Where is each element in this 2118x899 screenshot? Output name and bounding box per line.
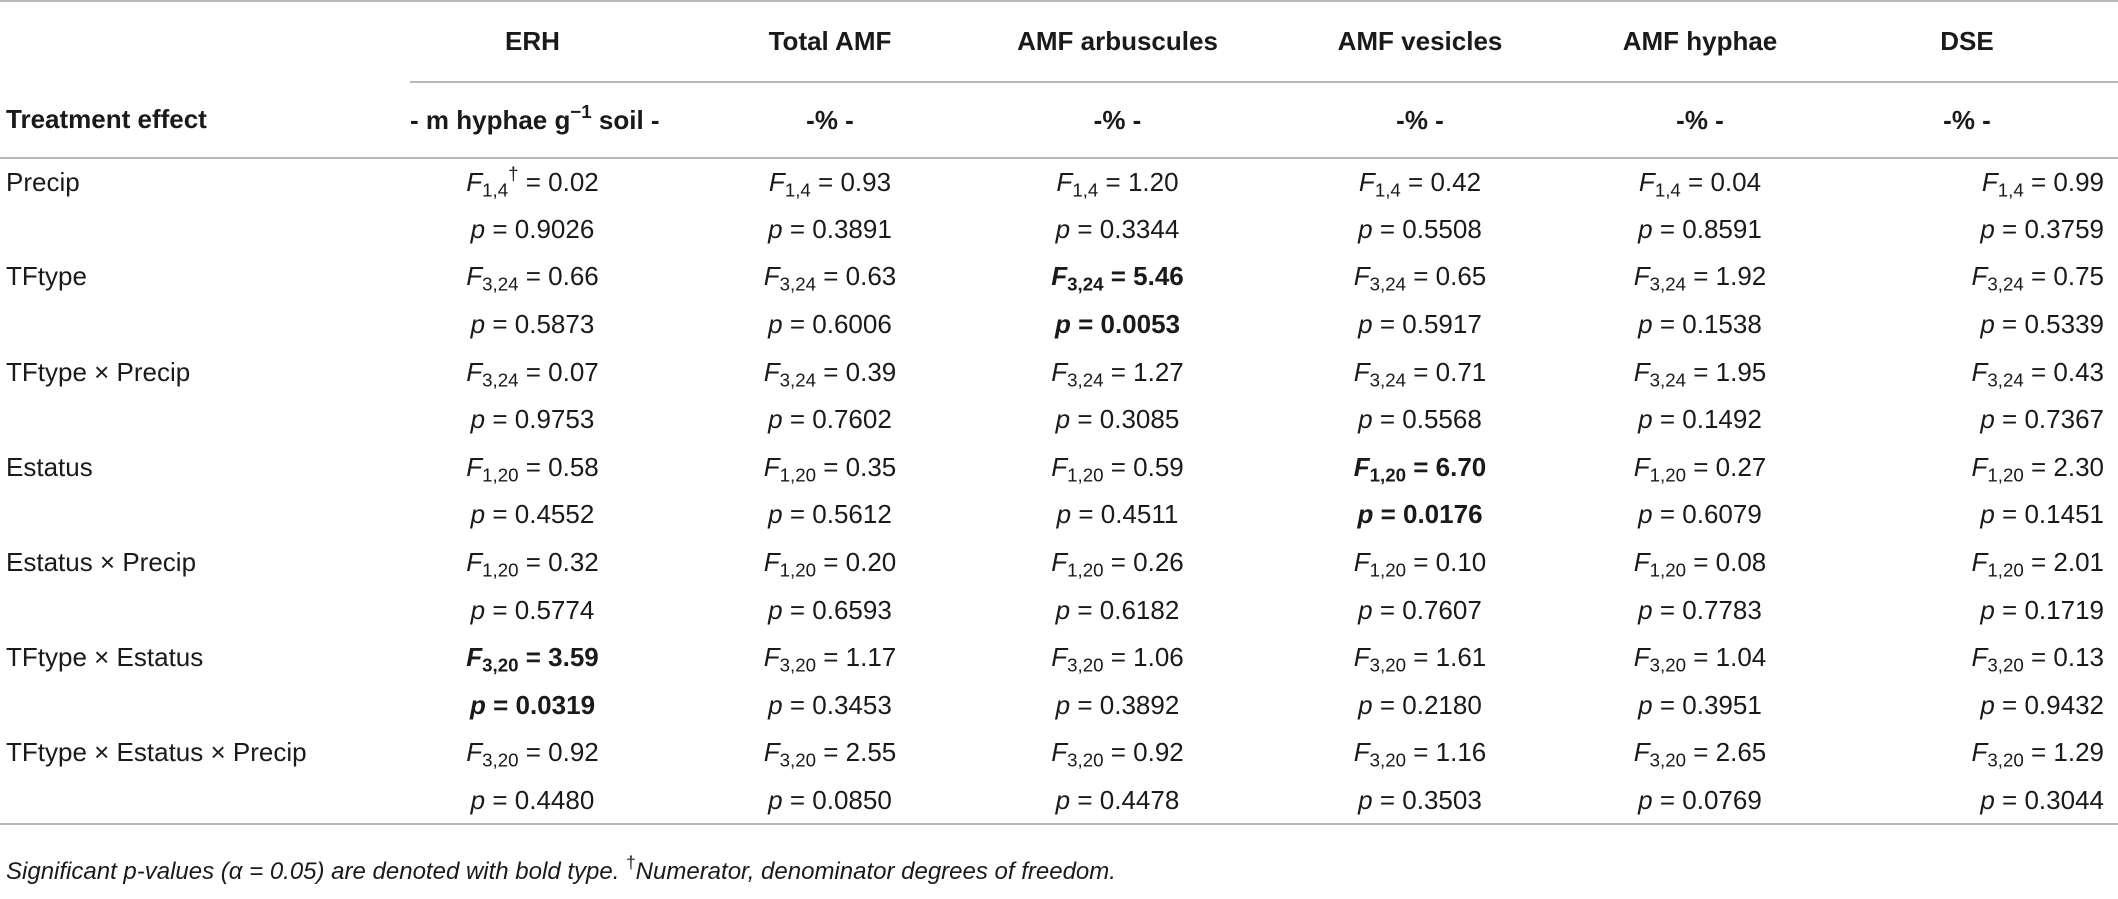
f-statistic-cell: $F_{1,20} = 0.10$ — [1353, 547, 1487, 581]
p-value-cell: p = 0.6006 — [768, 309, 892, 340]
p-value-cell: p = 0.3951 — [1638, 689, 1762, 720]
p-value-cell: p = 0.3892 — [1055, 689, 1180, 720]
treatment-effect-label: Precip — [6, 166, 80, 197]
p-value-cell: p = 0.0319 — [469, 689, 596, 720]
p-value-cell: p = 0.8591 — [1638, 213, 1762, 244]
table-row — [0, 348, 2118, 396]
f-statistic-cell: $F_{1,20} = 0.59$ — [1051, 451, 1184, 486]
p-value-cell: p = 0.0176 — [1357, 499, 1483, 530]
table-row — [0, 396, 2118, 444]
col-header-amf-vesicles: AMF vesicles — [1270, 1, 1570, 82]
unit-total-amf: -% - — [695, 82, 965, 158]
p-value-cell: p = 0.3044 — [1830, 777, 2118, 825]
table-row — [0, 539, 2118, 587]
table-row — [0, 777, 2118, 825]
f-statistic-cell: $F_{1,20} = 0.32$ — [466, 547, 599, 581]
p-value-cell: p = 0.1719 — [1980, 594, 2104, 625]
treatment-effect-empty — [0, 682, 410, 730]
p-value-cell: p = 0.5774 — [470, 594, 595, 625]
table-row — [0, 301, 2118, 349]
treatment-effect-empty — [0, 396, 410, 444]
unit-dse: -% - — [1830, 82, 2118, 158]
p-value-cell: p = 0.5612 — [768, 499, 892, 530]
f-statistic-cell: $F_{3,24} = 5.46$ — [1051, 261, 1184, 296]
header-row-names — [0, 1, 2118, 82]
f-statistic-cell: $F_{3,24} = 1.95$ — [1633, 356, 1767, 391]
p-value-cell: p = 0.7602 — [768, 404, 892, 435]
unit-amf-arbuscules: -% - — [965, 82, 1270, 158]
f-statistic-cell: $F_{3,20} = 1.16$ — [1353, 737, 1487, 772]
table-row — [0, 634, 2118, 682]
f-statistic-cell: $F_{1,20} = 0.26$ — [1051, 547, 1184, 581]
p-value-cell: p = 0.5508 — [1358, 213, 1482, 244]
f-statistic-cell: $F_{3,24} = 1.27$ — [1051, 356, 1184, 391]
p-value-cell: p = 0.1492 — [1638, 404, 1762, 435]
f-statistic-cell: $F_{1,20} = 6.70$ — [1353, 451, 1487, 486]
f-statistic-cell: $F_{3,20} = 2.55$ — [763, 737, 897, 772]
p-value-cell: p = 0.5917 — [1358, 309, 1482, 340]
col-header-total-amf: Total AMF — [695, 1, 965, 82]
f-statistic-cell: $F_{3,20} = 3.59$ — [466, 642, 599, 676]
f-statistic-cell: $F_{3,20} = 1.61$ — [1353, 642, 1487, 676]
header-row-units — [0, 82, 2118, 158]
p-value-cell: p = 0.0053 — [1054, 309, 1181, 340]
f-statistic-cell: $F_{1,20} = 0.58$ — [466, 451, 599, 486]
f-statistic-cell: $F_{3,20} = 1.04$ — [1633, 642, 1767, 676]
p-value-cell: p = 0.3085 — [1055, 404, 1180, 435]
table-row — [0, 729, 2118, 777]
f-statistic-cell: $F_{1,4} = 0.99$ — [1981, 166, 2104, 201]
p-value-cell: p = 0.3503 — [1270, 777, 1570, 825]
treatment-effect-label: Estatus — [6, 451, 93, 482]
f-statistic-cell: $F_{3,24} = 0.66$ — [466, 261, 599, 296]
f-statistic-cell: $F_{1,4} = 1.20$ — [1056, 166, 1179, 201]
p-value-cell: p = 0.3759 — [1980, 213, 2104, 244]
p-value-cell: p = 0.0850 — [695, 777, 965, 825]
f-statistic-cell: $F_{3,20} = 0.92$ — [1051, 737, 1184, 772]
treatment-effect-label: TFtype × Precip — [6, 356, 191, 387]
table-body — [0, 158, 2118, 824]
p-value-cell: p = 0.7367 — [1980, 404, 2104, 435]
p-value-cell: p = 0.6182 — [1055, 594, 1180, 625]
table-row — [0, 491, 2118, 539]
p-value-cell: p = 0.9026 — [470, 213, 595, 244]
unit-amf-hyphae: -% - — [1570, 82, 1830, 158]
treatment-effect-label: TFtype × Estatus — [6, 642, 204, 673]
p-value-cell: p = 0.6593 — [768, 594, 892, 625]
p-value-cell: p = 0.1451 — [1980, 499, 2104, 530]
unit-amf-vesicles: -% - — [1270, 82, 1570, 158]
f-statistic-cell: $F_{1,4} = 0.42$ — [1358, 166, 1482, 201]
f-statistic-cell: $F_{1,4} = 0.93$ — [768, 166, 892, 201]
header-blank-cell — [0, 1, 410, 82]
p-value-cell: p = 0.3891 — [768, 213, 892, 244]
treatment-effect-label: Estatus × Precip — [6, 547, 197, 578]
f-statistic-cell: $F_{3,24} = 0.63$ — [763, 261, 897, 296]
col-header-amf-hyphae: AMF hyphae — [1570, 1, 1830, 82]
table-row — [0, 444, 2118, 492]
col-header-amf-arbuscules: AMF arbuscules — [965, 1, 1270, 82]
f-statistic-cell: $F_{3,20} = 1.06$ — [1051, 642, 1184, 676]
treatment-effect-empty — [0, 777, 410, 825]
p-value-cell: p = 0.4552 — [470, 499, 595, 530]
table-row — [0, 682, 2118, 730]
f-statistic-cell: $F_{1,20} = 0.20$ — [763, 547, 897, 581]
f-statistic-cell: $F_{3,20} = 2.65$ — [1633, 737, 1767, 772]
f-statistic-cell: $F_{1,20} = 2.01$ — [1971, 547, 2104, 581]
table-row — [0, 206, 2118, 254]
p-value-cell: p = 0.5568 — [1358, 404, 1482, 435]
treatment-effect-label: TFtype — [6, 261, 87, 292]
f-statistic-cell: $F_{3,24} = 0.75$ — [1971, 261, 2104, 296]
treatment-effect-empty — [0, 301, 410, 349]
f-statistic-cell: $F_{3,20} = 1.29$ — [1971, 737, 2104, 772]
f-statistic-cell: $F_{3,20} = 0.92$ — [466, 737, 599, 772]
f-statistic-cell: $F_{3,24} = 0.71$ — [1353, 356, 1487, 391]
table-row — [0, 253, 2118, 301]
p-value-cell: p = 0.7783 — [1638, 594, 1762, 625]
treatment-effect-empty — [0, 586, 410, 634]
f-statistic-cell: $F_{3,24} = 0.65$ — [1353, 261, 1487, 296]
p-value-cell: p = 0.5339 — [1980, 309, 2104, 340]
p-value-cell: p = 0.1538 — [1638, 309, 1762, 340]
f-statistic-cell: $F_{1,20} = 2.30$ — [1971, 451, 2104, 486]
f-statistic-cell: $F_{3,24} = 1.92$ — [1633, 261, 1767, 296]
p-value-cell: p = 0.7607 — [1358, 594, 1482, 625]
f-statistic-cell: $F_{1,20} = 0.27$ — [1633, 451, 1767, 486]
p-value-cell: p = 0.6079 — [1638, 499, 1762, 530]
f-statistic-cell: $F_{3,20} = 1.17$ — [763, 642, 897, 676]
f-statistic-cell: $F_{3,20} = 0.13$ — [1971, 642, 2104, 676]
p-value-cell: p = 0.4478 — [965, 777, 1270, 825]
table-row — [0, 158, 2118, 206]
col-header-dse: DSE — [1830, 1, 2118, 82]
f-statistic-cell: $F_{1,20} = 0.08$ — [1633, 547, 1767, 581]
f-statistic-cell: $F_{3,24} = 0.07$ — [466, 356, 599, 391]
p-value-cell: p = 0.9753 — [470, 404, 595, 435]
p-value-cell: p = 0.4480 — [410, 777, 695, 825]
p-value-cell: p = 0.9432 — [1980, 689, 2104, 720]
table-row — [0, 586, 2118, 634]
f-statistic-cell: $F_{3,24} = 0.39$ — [763, 356, 897, 391]
table-footnote: Significant p-values (α = 0.05) are denoted with bold type. †Numerator, denominator degrees of freedom. — [6, 852, 1116, 885]
p-value-cell: p = 0.3453 — [768, 689, 892, 720]
f-statistic-cell: $F_{1,4} = 0.04$ — [1638, 166, 1762, 201]
treatment-effect-empty — [0, 491, 410, 539]
p-value-cell: p = 0.0769 — [1570, 777, 1830, 825]
f-statistic-cell: $F_{1,4}^\dagger = 0.02$ — [466, 162, 599, 201]
row-label-header: Treatment effect — [0, 82, 410, 158]
treatment-effect-label: TFtype × Estatus × Precip — [6, 737, 307, 768]
p-value-cell: p = 0.5873 — [470, 309, 595, 340]
p-value-cell: p = 0.3344 — [1055, 213, 1180, 244]
f-statistic-cell: $F_{3,24} = 0.43$ — [1971, 356, 2104, 391]
f-statistic-cell: $F_{1,20} = 0.35$ — [763, 451, 897, 486]
unit-erh: - m hyphae $g^{-1}$ soil - — [410, 82, 695, 158]
col-header-erh: ERH — [410, 1, 695, 82]
p-value-cell: p = 0.2180 — [1358, 689, 1482, 720]
treatment-effect-empty — [0, 206, 410, 254]
p-value-cell: p = 0.4511 — [1056, 499, 1179, 530]
